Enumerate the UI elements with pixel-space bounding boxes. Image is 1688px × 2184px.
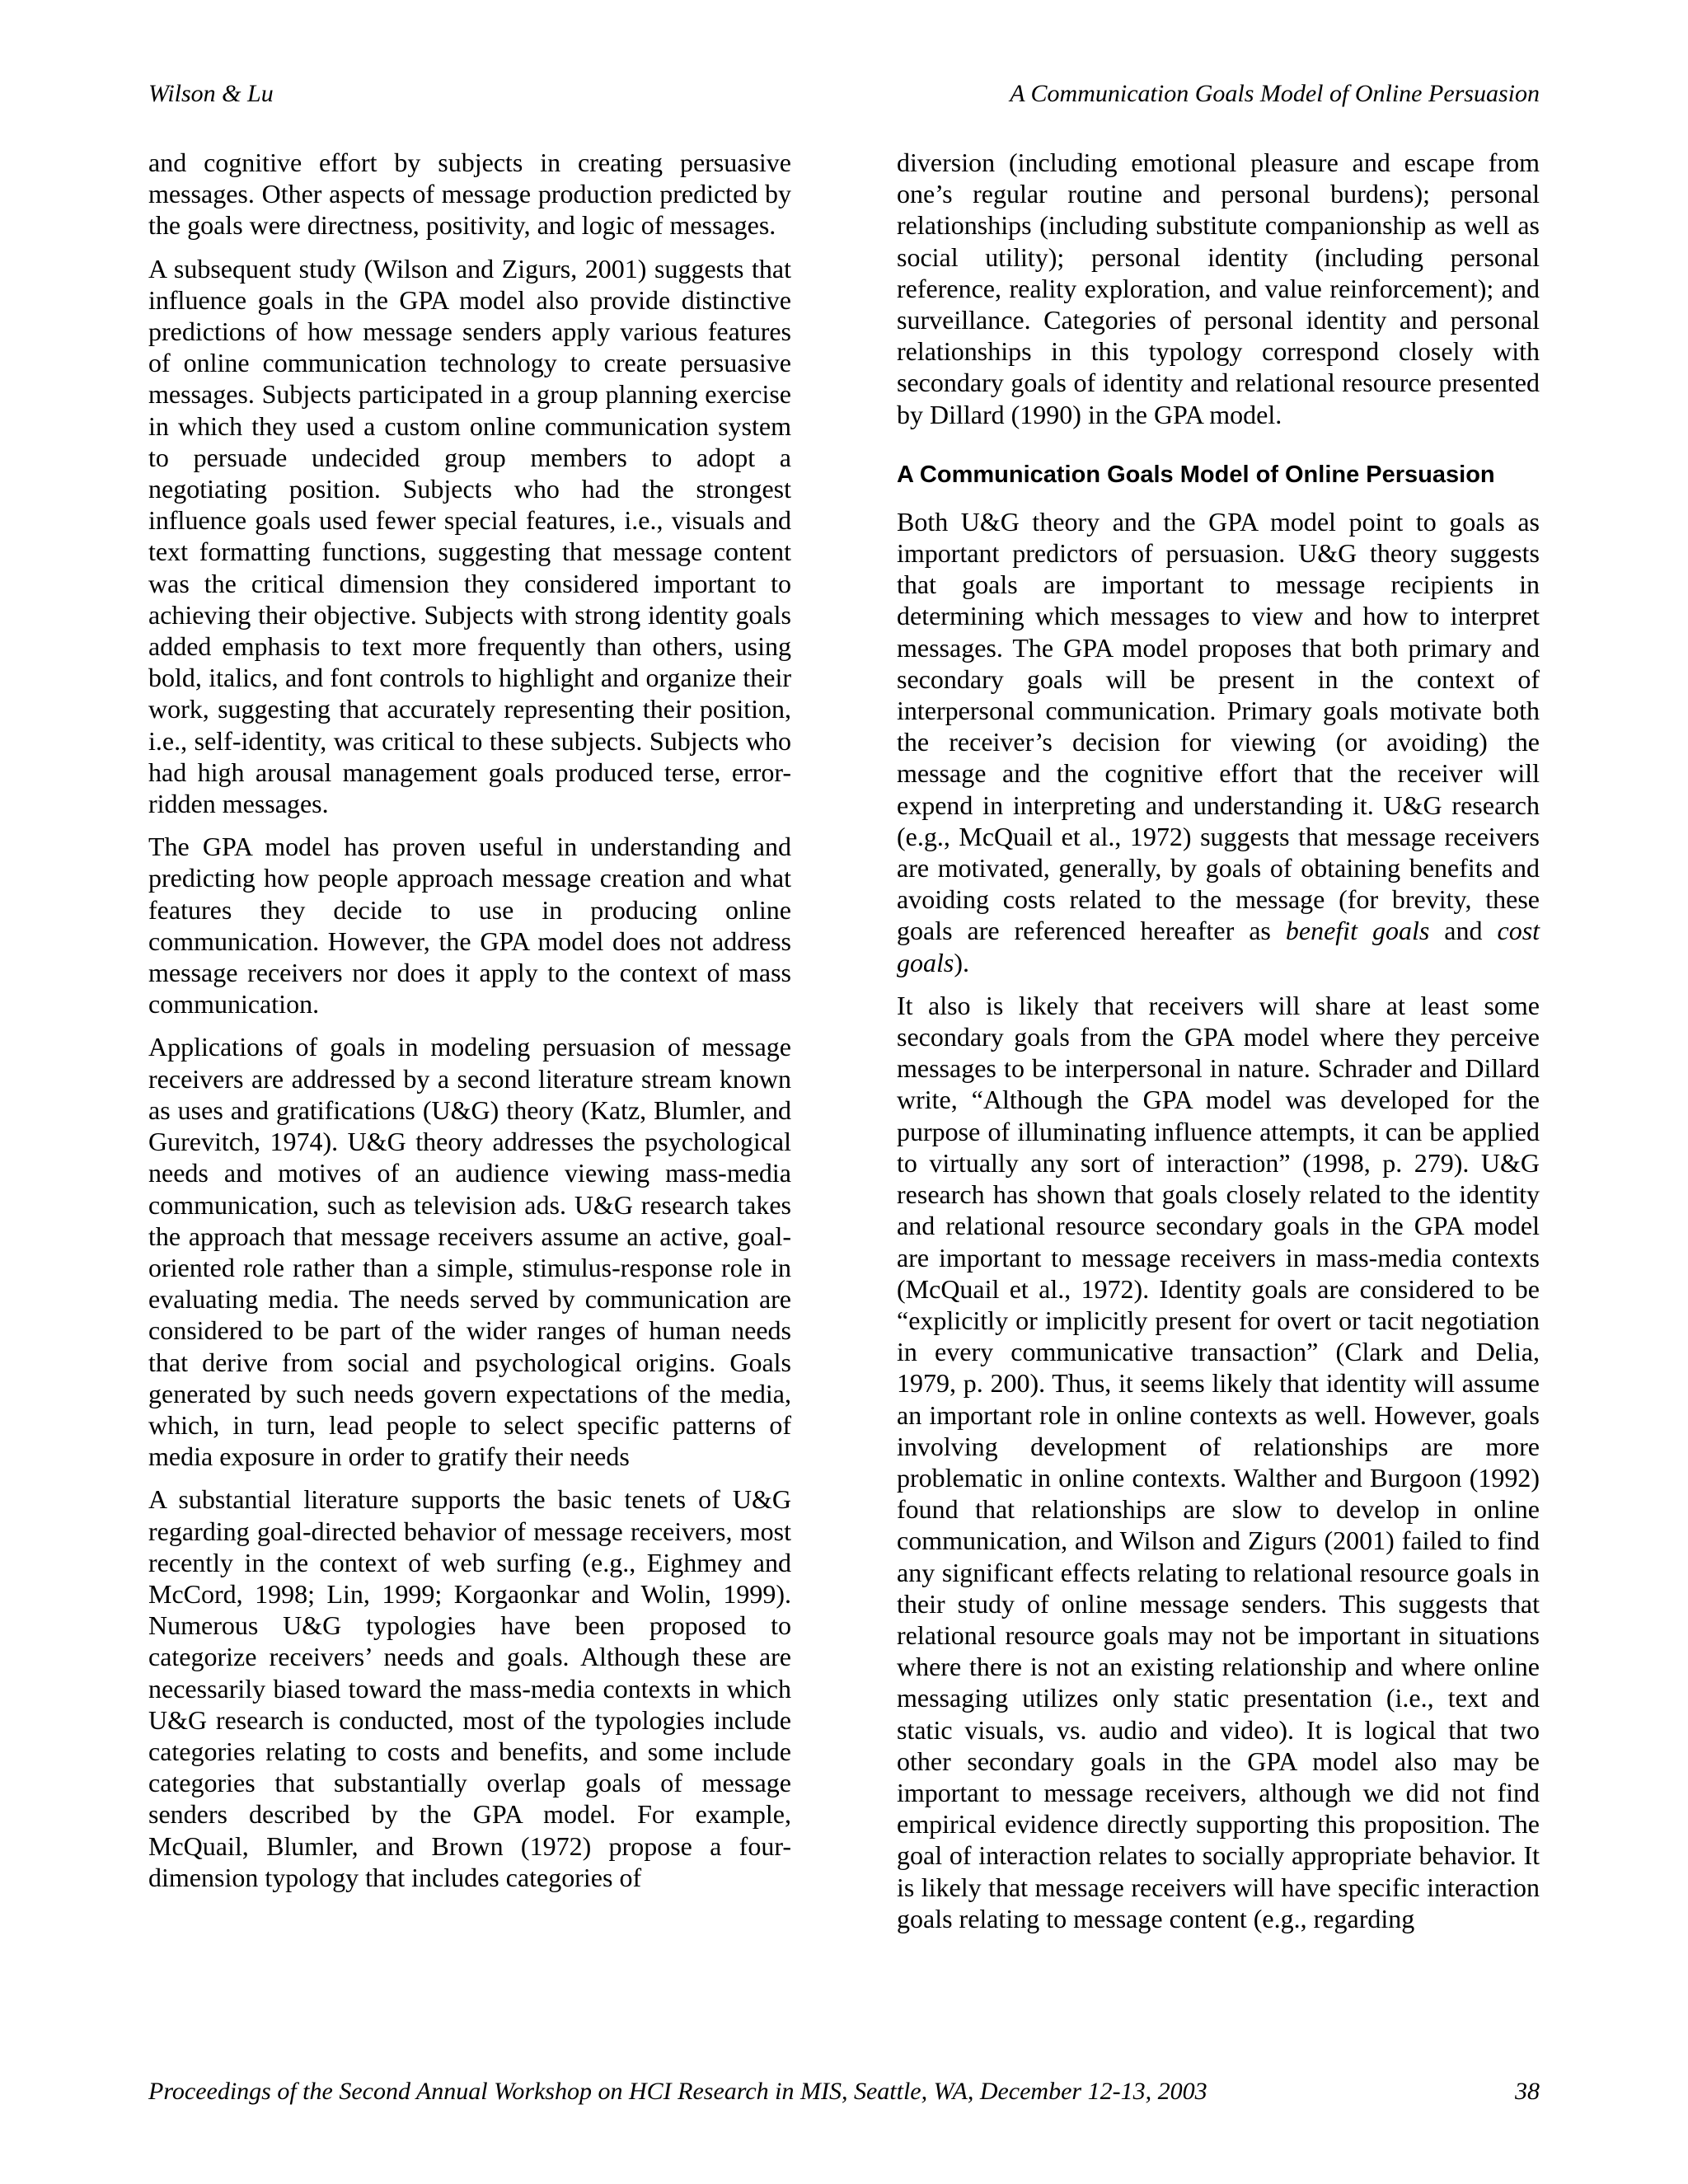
paragraph: A substantial literature supports the basic tenets of U&G regarding goal-directed behavior of message receivers, most recently in the context of web surfing (e.g., Eighmey and McCord, 1998; Lin, 1999; Korgaonkar and Wolin, 1999). Numerous U&G typologies have been proposed to categorize receivers’ needs and goals. Although these are necessarily biased toward the mass-media contexts in which U&G research is conducted, most of the typologies include categories relating to costs and benefits, and some include categories that substantially overlap goals of message senders described by the GPA model. For example, McQuail, Blumler, and Brown (1972) propose a four-dimension typology that includes categories of xyxy=(148,1484,791,1892)
paragraph xyxy=(897,506,1540,978)
paragraph: diversion (including emotional pleasure and escape from one’s regular routine and personal burdens); personal relationships (including substitute companionship as well as social utility); personal identity (including personal reference, reality exploration, and value reinforcement); and surveillance. Categories of personal identity and personal relationships in this typology correspond closely with secondary goals of identity and relational resource presented by Dillard (1990) in the GPA model. xyxy=(897,148,1540,429)
footer-citation: Proceedings of the Second Annual Workshop on HCI Research in MIS, Seattle, WA, December 12-13, 2003 xyxy=(148,2078,1207,2105)
italic-term: benefit goals xyxy=(1285,916,1430,946)
paragraph-text: and xyxy=(1429,916,1498,946)
paragraph: The GPA model has proven useful in understanding and predicting how people approach message creation and what features they decide to use in producing online communication. However, the GPA model does not address message receivers nor does it apply to the context of mass communication. xyxy=(148,832,791,1019)
paragraph: and cognitive effort by subjects in creating persuasive messages. Other aspects of message production predicted by the goals were directness, positivity, and logic of messages. xyxy=(148,148,791,241)
header-title: A Communication Goals Model of Online Persuasion xyxy=(1010,80,1540,107)
page-number: 38 xyxy=(1515,2078,1540,2105)
paragraph: Applications of goals in modeling persuasion of message receivers are addressed by a second literature stream known as uses and gratifications (U&G) theory (Katz, Blumler, and Gurevitch, 1974). U&G theory addresses the psychological needs and motives of an audience viewing mass-media communication, such as television ads. U&G research takes the approach that message receivers assume an active, goal-oriented role rather than a simple, stimulus-response role in evaluating media. The needs served by communication are considered to be part of the wider ranges of human needs that derive from social and psychological origins. Goals generated by such needs govern expectations of the media, which, in turn, lead people to select specific patterns of media exposure in order to gratify their needs xyxy=(148,1032,791,1472)
paragraph-text: ). xyxy=(954,947,969,977)
section-heading: A Communication Goals Model of Online Persuasion xyxy=(897,461,1495,488)
page-footer xyxy=(148,2074,1540,2110)
paragraph-text: Both U&G theory and the GPA model point to goals as important predictors of persuasion. U&G theory suggests that goals are important to message recipients in determining which messages to view and how to interpret messages. The GPA model proposes that both primary and secondary goals will be present in the context of interpersonal communication. Primary goals motivate both the receiver’s decision for viewing (or avoiding) the message and the cognitive effort that the receiver will expend in interpreting and understanding it. U&G research (e.g., McQuail et al., 1972) suggests that message receivers are motivated, generally, by goals of obtaining benefits and avoiding costs related to the message (for brevity, these goals are referenced hereafter as xyxy=(897,506,1540,946)
left-column xyxy=(148,147,791,1905)
italic-term: cost goals xyxy=(897,916,1540,977)
header-authors: Wilson & Lu xyxy=(148,80,274,107)
running-header xyxy=(148,76,1540,112)
paragraph: It also is likely that receivers will share at least some secondary goals from the GPA model where they perceive messages to be interpersonal in nature. Schrader and Dillard write, “Although the GPA model was developed for the purpose of illuminating influence attempts, it can be applied to virtually any sort of interaction” (1998, p. 279). U&G research has shown that goals closely related to the identity and relational resource secondary goals in the GPA model are important to message receivers in mass-media contexts (McQuail et al., 1972). Identity goals are considered to be “explicitly or implicitly present for overt or tacit negotiation in every communicative transaction” (Clark and Delia, 1979, p. 200). Thus, it seems likely that identity will assume an important role in online contexts as well. However, goals involving development of relationships are more problematic in online contexts. Walther and Burgoon (1992) found that relationships are slow to develop in online communication, and Wilson and Zigurs (2001) failed to find any significant effects relating to relational resource goals in their study of online message senders. This suggests that relational resource goals may not be important in situations where there is not an existing relationship and where online messaging utilizes only static presentation (i.e., text and static visuals, vs. audio and video). It is logical that two other secondary goals in the GPA model also may be important to message receivers, although we did not find empirical evidence directly supporting this proposition. The goal of interaction relates to socially appropriate behavior. It is likely that message receivers will have specific interaction goals relating to message content (e.g., regarding xyxy=(897,990,1540,1933)
right-column xyxy=(897,147,1540,1946)
paragraph: A subsequent study (Wilson and Zigurs, 2001) suggests that influence goals in the GPA model also provide distinctive predictions of how message senders apply various features of online communication technology to create persuasive messages. Subjects participated in a group planning exercise in which they used a custom online communication system to persuade undecided group members to adopt a negotiating position. Subjects who had the strongest influence goals used fewer special features, i.e., visuals and text formatting functions, suggesting that message content was the critical dimension they considered important to achieving their objective. Subjects with strong identity goals added emphasis to text more frequently than others, using bold, italics, and font controls to highlight and organize their work, suggesting that accurately representing their position, i.e., self-identity, was critical to these subjects. Subjects who had high arousal management goals produced terse, error-ridden messages. xyxy=(148,253,791,819)
